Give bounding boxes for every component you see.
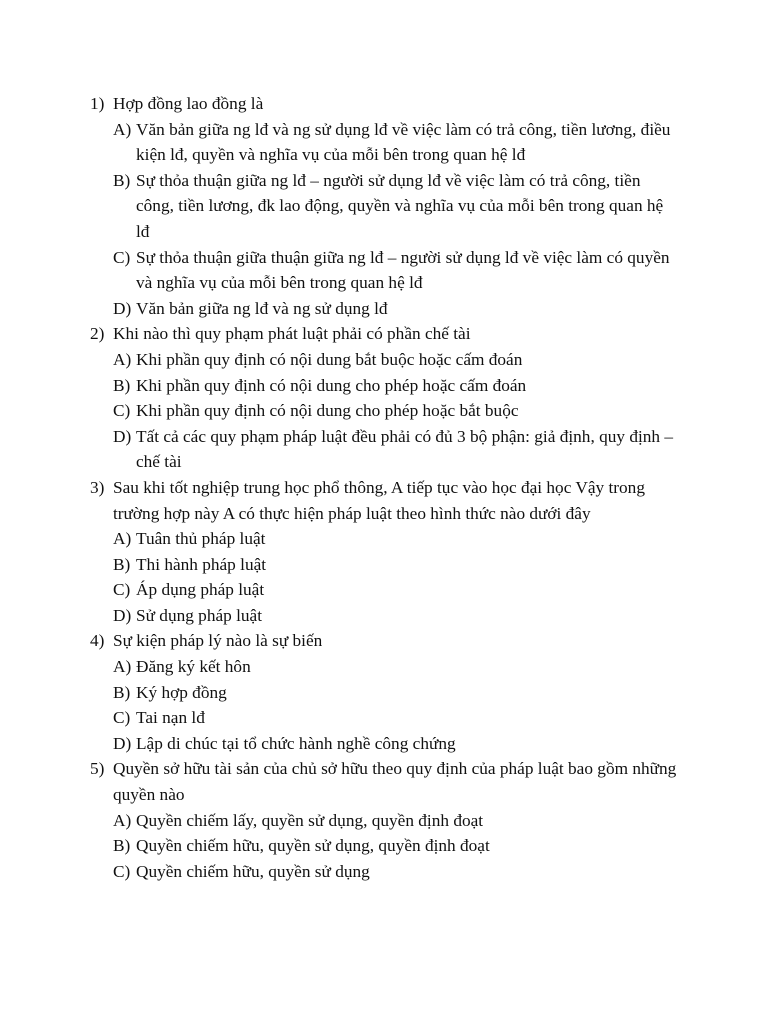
option-2b — [0, 373, 678, 399]
option-4a — [0, 654, 678, 680]
option-text: Lập di chúc tại tổ chức hành nghề công chứng — [136, 733, 456, 753]
option-3a — [0, 526, 678, 552]
question-text: Hợp đồng lao đồng là — [113, 94, 264, 113]
option-text: Áp dụng pháp luật — [136, 580, 265, 600]
option-text: Quyền chiếm lấy, quyền sử dụng, quyền định đoạt — [136, 810, 484, 830]
option-label: D) — [113, 426, 132, 446]
option-text: Tuân thủ pháp luật — [136, 529, 266, 549]
option-label: B) — [113, 554, 131, 574]
option-label: B) — [113, 836, 131, 856]
question-number: 2) — [90, 324, 105, 344]
option-2c — [0, 398, 678, 424]
option-1d — [0, 296, 678, 322]
option-label: B) — [113, 170, 131, 190]
option-text: Khi phần quy định có nội dung cho phép hoặc cấm đoán — [136, 375, 527, 395]
option-text: Tất cả các quy phạm pháp luật đều phải có đủ 3 bộ phận: giả định, quy định – chế tài — [136, 426, 674, 472]
question-4 — [0, 628, 678, 654]
option-5b — [0, 833, 678, 859]
option-text: Đăng ký kết hôn — [136, 657, 251, 677]
option-label: C) — [113, 247, 131, 267]
option-4d — [0, 731, 678, 757]
option-text: Quyền chiếm hữu, quyền sử dụng — [136, 861, 370, 881]
option-text: Khi phần quy định có nội dung bắt buộc hoặc cấm đoán — [136, 349, 523, 369]
document-page — [0, 91, 768, 884]
question-text: Quyền sở hữu tài sản của chủ sở hữu theo quy định của pháp luật bao gồm những quyền nào — [113, 759, 677, 805]
option-text: Văn bản giữa ng lđ và ng sử dụng lđ về việc làm có trả công, tiền lương, điều kiện lđ, quyền và nghĩa vụ của mỗi bên trong quan hệ lđ — [136, 119, 671, 165]
option-text: Sự thỏa thuận giữa thuận giữa ng lđ – người sử dụng lđ về việc làm có quyền và nghĩa vụ của mỗi bên trong quan hệ lđ — [136, 247, 670, 293]
option-5a — [0, 808, 678, 834]
option-text: Khi phần quy định có nội dung cho phép hoặc bắt buộc — [136, 401, 519, 421]
option-label: C) — [113, 580, 131, 600]
option-3c — [0, 577, 678, 603]
question-number: 3) — [90, 477, 105, 497]
option-label: D) — [113, 605, 132, 625]
option-label: A) — [113, 529, 132, 549]
option-4b — [0, 680, 678, 706]
question-number: 4) — [90, 631, 105, 651]
option-2d — [0, 424, 678, 475]
option-label: A) — [113, 810, 132, 830]
option-label: A) — [113, 657, 132, 677]
question-number: 1) — [90, 94, 105, 113]
question-5 — [0, 756, 678, 807]
question-text: Sau khi tốt nghiệp trung học phổ thông, A tiếp tục vào học đại học Vậy trong trường hợp này A có thực hiện pháp luật theo hình thức nào dưới đây — [113, 477, 645, 523]
option-3b — [0, 552, 678, 578]
option-label: C) — [113, 861, 131, 881]
option-1b — [0, 168, 678, 245]
option-text: Quyền chiếm hữu, quyền sử dụng, quyền định đoạt — [136, 836, 490, 856]
option-label: D) — [113, 298, 132, 318]
question-number: 5) — [90, 759, 105, 779]
option-label: A) — [113, 349, 132, 369]
question-text: Khi nào thì quy phạm phát luật phải có phần chế tài — [113, 324, 471, 344]
question-text: Sự kiện pháp lý nào là sự biến — [113, 631, 323, 651]
option-label: A) — [113, 119, 132, 139]
option-text: Sự thỏa thuận giữa ng lđ – người sử dụng lđ về việc làm có trả công, tiền công, tiền lương, đk lao động, quyền và nghĩa vụ của mỗi bên trong quan hệ lđ — [136, 170, 664, 241]
option-text: Ký hợp đồng — [136, 682, 227, 702]
option-1c — [0, 245, 678, 296]
option-label: B) — [113, 682, 131, 702]
option-text: Văn bản giữa ng lđ và ng sử dụng lđ — [136, 298, 388, 318]
option-2a — [0, 347, 678, 373]
option-text: Sử dụng pháp luật — [136, 605, 263, 625]
option-label: C) — [113, 401, 131, 421]
option-label: D) — [113, 733, 132, 753]
option-label: B) — [113, 375, 131, 395]
option-3d — [0, 603, 678, 629]
option-text: Thi hành pháp luật — [136, 554, 267, 574]
option-5c — [0, 859, 678, 885]
option-4c — [0, 705, 678, 731]
option-text: Tai nạn lđ — [136, 708, 205, 728]
question-2 — [0, 321, 678, 347]
option-label: C) — [113, 708, 131, 728]
option-1a — [0, 117, 678, 168]
question-3 — [0, 475, 678, 526]
question-1 — [0, 91, 678, 117]
